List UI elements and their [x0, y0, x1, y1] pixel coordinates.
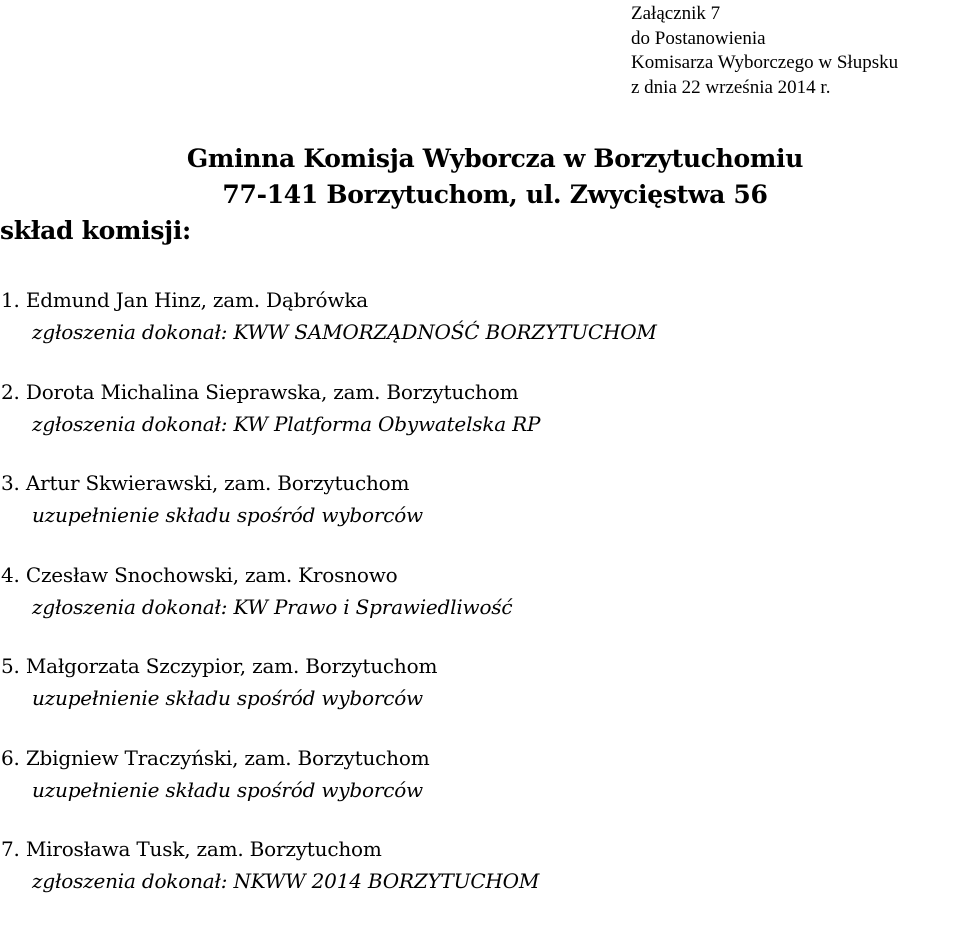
commission-title: Gminna Komisja Wyborcza w Borzytuchomiu	[186, 144, 804, 173]
list-item	[0, 467, 657, 559]
list-item	[0, 559, 657, 651]
annex-title: Załącznik 7	[631, 3, 721, 24]
member-nomination: uzupełnienie składu spośród wyborców	[32, 686, 423, 710]
member-name-line	[0, 559, 657, 591]
list-item	[0, 376, 657, 468]
member-nomination: uzupełnienie składu spośród wyborców	[32, 503, 423, 527]
annex-authority: Komisarza Wyborczego w Słupsku	[631, 52, 899, 73]
member-name: Edmund Jan Hinz, zam. Dąbrówka	[25, 288, 368, 312]
member-name-line	[0, 376, 657, 408]
member-nomination: zgłoszenia dokonał: KW Prawo i Sprawiedliwość	[32, 594, 513, 619]
member-number: 6.	[1, 745, 20, 770]
member-name: Czesław Snochowski, zam. Krosnowo	[25, 562, 398, 587]
member-nomination: zgłoszenia dokonał: KW Platforma Obywatelska RP	[32, 411, 541, 436]
member-name-line	[0, 833, 657, 865]
member-name: Dorota Michalina Sieprawska, zam. Borzytuchom	[25, 379, 519, 404]
member-list	[0, 284, 657, 925]
member-number: 2.	[1, 379, 20, 404]
member-name-line	[0, 742, 657, 774]
annex-date: z dnia 22 września 2014 r.	[631, 76, 831, 98]
member-name: Zbigniew Traczyński, zam. Borzytuchom	[25, 745, 430, 770]
member-nomination: zgłoszenia dokonał: KWW SAMORZĄDNOŚĆ BORZYTUCHOM	[32, 320, 657, 344]
member-name-line	[0, 467, 657, 499]
member-number: 4.	[1, 562, 20, 587]
composition-heading: skład komisji:	[0, 216, 191, 245]
member-number: 1.	[1, 288, 20, 312]
member-name: Małgorzata Szczypior, zam. Borzytuchom	[25, 654, 438, 678]
member-name-line	[0, 650, 657, 682]
member-number: 7.	[1, 837, 20, 861]
member-nomination: zgłoszenia dokonał: NKWW 2014 BORZYTUCHOM	[32, 869, 540, 893]
commission-address: 77-141 Borzytuchom, ul. Zwycięstwa 56	[222, 180, 768, 209]
annex-reference: do Postanowienia	[631, 27, 766, 49]
member-name: Mirosława Tusk, zam. Borzytuchom	[25, 837, 382, 861]
list-item	[0, 742, 657, 834]
member-nomination: uzupełnienie składu spośród wyborców	[32, 777, 423, 802]
list-item	[0, 284, 657, 376]
member-number: 5.	[1, 654, 20, 678]
member-name-line	[0, 284, 657, 316]
member-name: Artur Skwierawski, zam. Borzytuchom	[25, 471, 410, 495]
member-number: 3.	[1, 471, 20, 495]
list-item	[0, 650, 657, 742]
list-item	[0, 833, 657, 925]
annex-block	[631, 2, 898, 100]
